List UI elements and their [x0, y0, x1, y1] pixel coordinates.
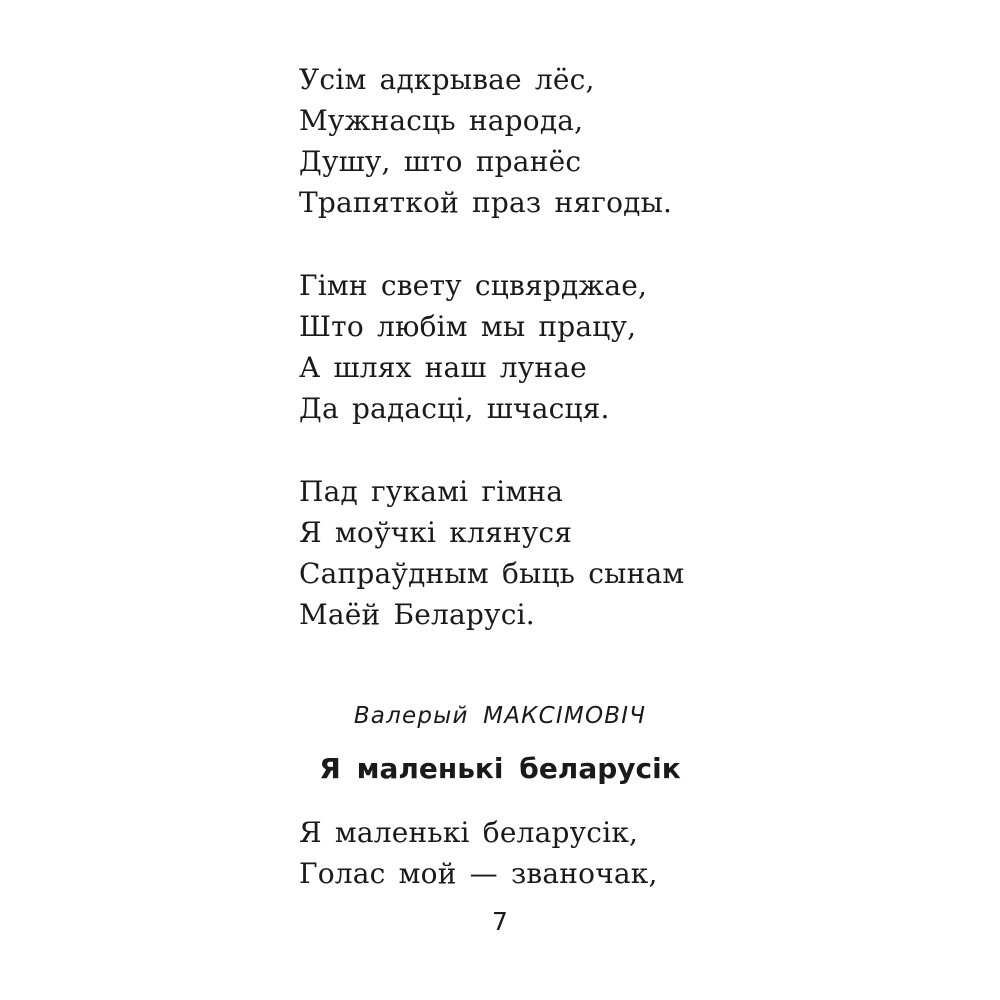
- next-poem-stanza: [299, 812, 658, 894]
- poem-line: Да радасці, шчасця.: [299, 392, 610, 425]
- poem-line: Душу, што пранёс: [299, 145, 582, 178]
- stanza-2: [299, 265, 647, 429]
- poem-line: Мужнасць народа,: [299, 104, 584, 137]
- poem-line: Сапраўдным быць сынам: [299, 557, 685, 590]
- poem-line: А шлях наш лунае: [299, 351, 587, 384]
- poem-line: Што любім мы працу,: [299, 310, 637, 343]
- poem-line: Трапяткой праз нягоды.: [299, 186, 673, 219]
- poem-line: Голас мой — званочак,: [299, 857, 658, 890]
- poem-title: Я маленькі беларусік: [319, 752, 681, 785]
- stanza-3: [299, 471, 684, 635]
- poem-line: Пад гукамі гімна: [299, 475, 564, 508]
- poem-line: Я маленькі беларусік,: [299, 816, 639, 849]
- poem-author: Валерый МАКСІМОВІЧ: [353, 703, 647, 729]
- poem-line: Гімн свету сцвярджае,: [299, 269, 648, 302]
- poem-line: Маёй Беларусі.: [299, 598, 535, 631]
- page-number: 7: [492, 907, 508, 936]
- poem-line: Усім адкрывае лёс,: [299, 63, 595, 96]
- stanza-1: [299, 59, 672, 223]
- poem-line: Я моўчкі клянуся: [299, 516, 573, 549]
